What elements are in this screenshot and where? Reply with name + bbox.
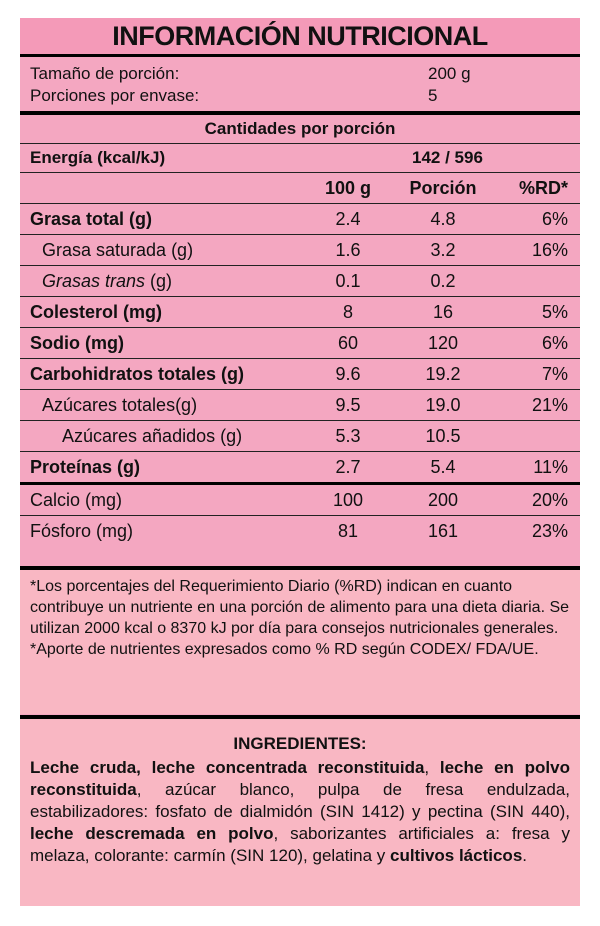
table-row: [20, 296, 580, 327]
ingredients-text: [30, 757, 570, 867]
ingredient-bold: cultivos lácticos: [390, 846, 523, 865]
nutrient-name: [20, 271, 303, 292]
ingredient-bold: leche en polvo reconstituida: [30, 758, 570, 799]
energy-label: Energía (kcal/kJ): [30, 148, 166, 167]
value-100g: 5.3: [335, 425, 361, 446]
value-portion: 200: [427, 489, 459, 510]
footnote-rd: *Los porcentajes del Requerimiento Diario (%RD) indican en cuanto contribuye un nutriente en una porción de alimento para una dieta diaria. Se utilizan 2000 kcal o 8370 kJ por día para consejos nutricionales generales.: [30, 578, 570, 637]
col-rd: %RD*: [518, 177, 568, 198]
value-100g: 9.6: [335, 363, 361, 384]
value-rd: 6%: [541, 332, 568, 353]
nutrient-name: Colesterol (mg): [30, 301, 163, 322]
serving-info: [20, 57, 580, 111]
value-rd: 21%: [531, 394, 568, 415]
value-100g: 2.4: [335, 208, 361, 229]
value-portion: 120: [427, 332, 459, 353]
nutrient-name: Carbohidratos totales (g): [30, 363, 245, 384]
value-rd: 16%: [531, 239, 568, 260]
value-rd: 11%: [533, 456, 568, 477]
amounts-header: Cantidades por porción: [204, 119, 396, 138]
value-portion: 10.5: [425, 425, 461, 446]
value-portion: 0.2: [430, 270, 456, 291]
value-rd: 20%: [531, 489, 568, 510]
value-rd: 6%: [541, 208, 568, 229]
value-100g: 9.5: [335, 394, 361, 415]
table-row: [20, 358, 580, 389]
label-title: INFORMACIÓN NUTRICIONAL: [20, 18, 580, 57]
nutrient-name: Azúcares totales(g): [42, 394, 198, 415]
nutrient-name: Proteínas (g): [30, 456, 141, 477]
nutrition-label: [20, 18, 580, 906]
ingredient-bold: Leche cruda, leche concentrada reconstituida: [30, 758, 425, 777]
ingredients-header: INGREDIENTES:: [233, 734, 367, 753]
value-100g: 81: [337, 520, 359, 541]
col-portion: Porción: [409, 177, 477, 198]
column-header-row: [20, 172, 580, 203]
nutrient-name: Grasa total (g): [30, 208, 153, 229]
nutrient-name: Calcio (mg): [30, 489, 123, 510]
table-row: [20, 203, 580, 234]
table-row: [20, 265, 580, 296]
ingredient-bold: leche descremada en polvo: [30, 824, 274, 843]
table-row: [20, 389, 580, 420]
ingredient-text: , saborizantes artificiales a: fresa y melaza, colorante: carmín (SIN 120), gelatina y: [30, 824, 570, 865]
table-row: [20, 234, 580, 265]
servings-per-pack-row: [30, 85, 570, 107]
value-portion: 161: [427, 520, 459, 541]
col-100g: 100 g: [324, 177, 372, 198]
energy-row: [20, 143, 580, 172]
table-row: [20, 451, 580, 482]
value-100g: 2.7: [335, 456, 361, 477]
value-100g: 100: [332, 489, 364, 510]
value-portion: 16: [432, 301, 454, 322]
value-portion: 5.4: [430, 456, 456, 477]
footnotes: [20, 566, 580, 714]
nutrient-name: Grasa saturada (g): [42, 239, 194, 260]
value-portion: 4.8: [430, 208, 456, 229]
value-portion: 19.2: [425, 363, 461, 384]
value-rd: 23%: [531, 520, 568, 541]
table-row: [20, 482, 580, 515]
table-row: [20, 515, 580, 546]
serving-size-label: Tamaño de porción:: [30, 64, 180, 83]
table-row: [20, 327, 580, 358]
ingredient-text: ,: [424, 758, 440, 777]
value-portion: 3.2: [430, 239, 456, 260]
ingredient-text: .: [522, 846, 528, 865]
serving-size-value: 200 g: [428, 64, 471, 83]
table-row: [20, 420, 580, 451]
nutrient-name-italic: Grasas trans: [42, 270, 146, 291]
servings-per-pack-value: 5: [428, 86, 438, 105]
nutrient-name-unit: (g): [145, 270, 173, 291]
energy-value: 142 / 596: [412, 148, 483, 167]
nutrient-name: Fósforo (mg): [30, 520, 134, 541]
serving-size-row: [30, 63, 570, 85]
value-rd: 7%: [541, 363, 568, 384]
value-100g: 1.6: [335, 239, 361, 260]
value-100g: 8: [342, 301, 353, 322]
value-portion: 19.0: [425, 394, 461, 415]
ingredient-text: , azúcar blanco, pulpa de fresa endulzada, estabilizadores: fosfato de dialmidón (SIN 1412) y pectina (SIN 440),: [30, 780, 570, 821]
nutrient-name: Azúcares añadidos (g): [62, 425, 243, 446]
value-100g: 0.1: [335, 270, 361, 291]
servings-per-pack-label: Porciones por envase:: [30, 86, 200, 105]
footnote-codex: *Aporte de nutrientes expresados como % RD según CODEX/ FDA/UE.: [30, 641, 539, 658]
nutrient-name: Sodio (mg): [30, 332, 124, 353]
value-100g: 60: [337, 332, 359, 353]
value-rd: 5%: [541, 301, 568, 322]
ingredients-section: [20, 715, 580, 906]
